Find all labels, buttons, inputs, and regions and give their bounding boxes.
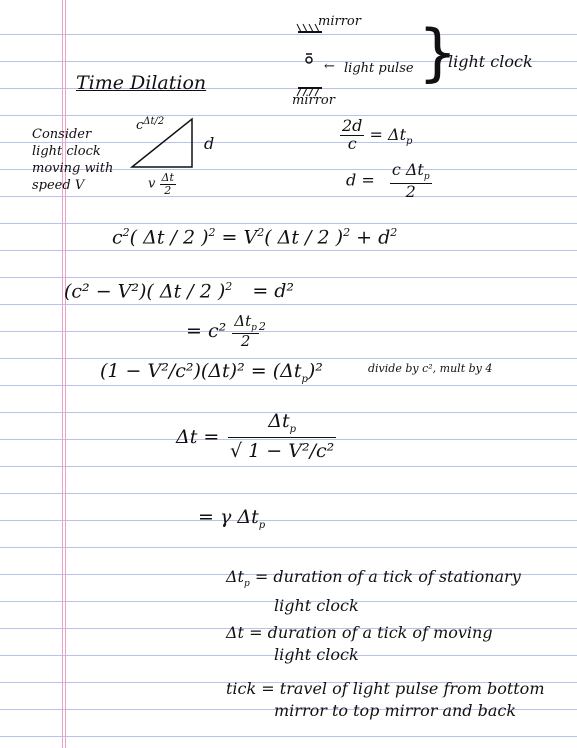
consider-line: light clock (32, 144, 101, 159)
mirror-bottom-label: mirror (292, 93, 335, 108)
equation-1: $c^2$( Δt / 2 )$^2 = V^2$( Δt / 2 )$^2 + d^2$ (112, 226, 398, 249)
light-clock-label: light clock (448, 52, 533, 71)
consider-line: Consider (32, 127, 92, 142)
equation-3: = c² $\frac{\Delta t_p}{2}$ $^2$ (186, 312, 266, 351)
equation-5-fraction: $\frac{\Delta t_p}{\text{√ 1 − V²/c²}}$ (230, 410, 335, 463)
pulse-arrow: ← (324, 59, 335, 74)
definition-tick: tick = travel of light pulse from bottom mirror to top mirror and back (226, 679, 545, 720)
triangle-base-label: v $\frac{\Delta t}{2}$ (148, 171, 174, 197)
margin-line (65, 0, 66, 748)
consider-note (32, 126, 113, 194)
consider-line: speed V (32, 178, 85, 193)
page-title: Time Dilation (76, 72, 207, 94)
triangle-hypotenuse-label: $c^{\Delta t/2}$ (136, 116, 165, 133)
brace-icon: } (418, 16, 458, 89)
equation-d-value: d = $\frac{c \Delta t_p}{2}$ (346, 160, 430, 201)
equation-5-lhs: Δt = (176, 426, 220, 448)
side-note: divide by c², mult by 4 (368, 362, 493, 375)
consider-line: moving with (32, 161, 114, 176)
equation-2d-over-c: $\frac{2d}{c}$ = $\Delta t_p$ (342, 116, 413, 153)
equation-2: (c² − V²)( Δt / 2 )$^2$ = d² (64, 280, 295, 303)
light-pulse-label: light pulse (344, 61, 414, 76)
margin-line (62, 0, 63, 748)
definition-moving: Δt = duration of a tick of moving light clock (226, 623, 493, 664)
definition-stationary: $\Delta t_p$ = duration of a tick of stationary light clock (226, 567, 521, 616)
triangle-side-d: d (204, 134, 215, 153)
mirror-top-label: mirror (318, 14, 361, 29)
equation-4: $(1 - V^2/c^2)(\Delta t)^2 = (\Delta t_p)^2$ (100, 360, 323, 385)
equation-6: = γ $\Delta t_p$ (198, 506, 266, 531)
